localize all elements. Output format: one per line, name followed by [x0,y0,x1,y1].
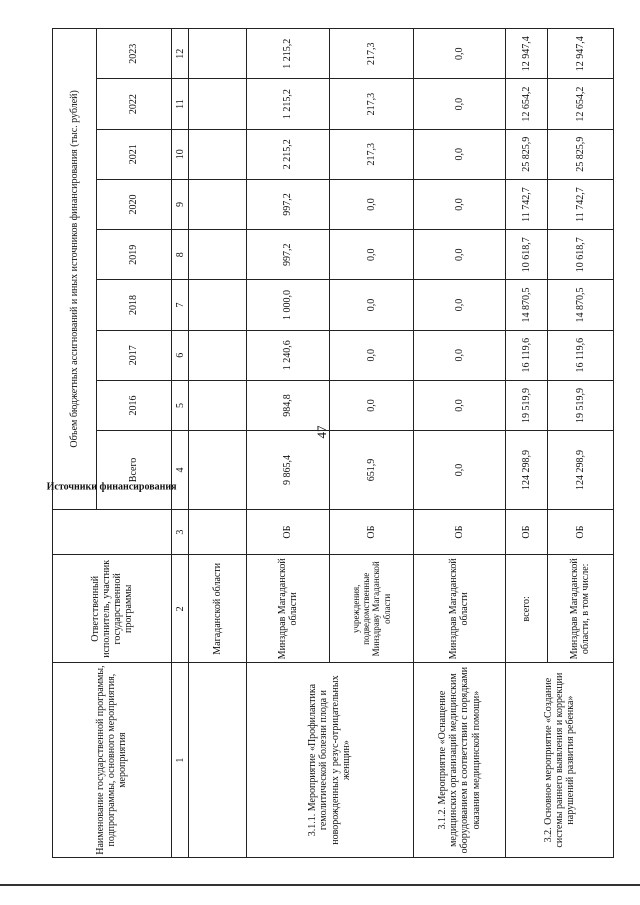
row-value: 0,0 [413,280,505,330]
column-number: 4 [171,431,189,510]
row-name: 3.1.2. Мероприятие «Оснащение медицинских организаций медицинским оборудованием в соответствии с порядками оказания медицинской помощи» [413,663,505,858]
row-value: 217,3 [330,79,414,129]
column-number: 8 [171,230,189,280]
row-value: 10 618,7 [506,230,548,280]
row-executor: Минздрав Магаданской области [413,555,505,663]
row-value: 0,0 [413,380,505,430]
header-source: Источники финансирования [53,509,172,555]
row-value: 11 742,7 [547,179,613,229]
row-total: 124 298,9 [506,431,548,510]
row-value: 10 618,7 [547,230,613,280]
row-source: ОБ [413,509,505,555]
row-value: 1 215,2 [246,29,330,79]
row-name: 3.1.1. Мероприятие «Профилактика гемолитической болезни плода и новорожденных у резус-отрицательных женщин» [246,663,413,858]
row-value: 12 947,4 [506,29,548,79]
column-number-row [171,29,189,858]
table-container [46,28,614,858]
row-total: 0,0 [413,431,505,510]
row-value: 0,0 [330,380,414,430]
header-funding-group: Объем бюджетных ассигнований и иных источников финансирования (тыс. рублей) [53,29,97,510]
table-row [506,29,548,858]
table-row [189,29,246,858]
row-value: 0,0 [413,230,505,280]
row-value: 0,0 [413,330,505,380]
header-year: 2021 [97,129,172,179]
header-name: Наименование государственной программы, подпрограммы, основного мероприятия, мероприятия [53,663,172,858]
header-year: 2022 [97,79,172,129]
row-value: 0,0 [330,330,414,380]
row-total: 651,9 [330,431,414,510]
row-value: 217,3 [330,29,414,79]
row-source [189,509,246,555]
row-value: 12 654,2 [506,79,548,129]
row-total: 9 865,4 [246,431,330,510]
row-executor: Магаданской области [189,555,246,663]
row-value: 997,2 [246,179,330,229]
row-value: 0,0 [413,29,505,79]
row-value: 1 240,6 [246,330,330,380]
page-number: 47 [314,425,329,439]
bottom-rule [0,884,640,886]
column-number: 1 [171,663,189,858]
header-year: 2016 [97,380,172,430]
table-row [413,29,505,858]
row-value [189,330,246,380]
row-value: 19 519,9 [547,380,613,430]
funding-table [46,28,614,858]
row-name: 3.2. Основное мероприятие «Создание системы раннего выявления и коррекции нарушений развития ребенка» [506,663,614,858]
row-value [189,179,246,229]
row-executor: Минздрав Магаданской области, в том числе: [547,555,613,663]
row-source: ОБ [246,509,330,555]
row-value: 16 119,6 [547,330,613,380]
row-value: 25 825,9 [547,129,613,179]
row-value: 0,0 [330,179,414,229]
row-value [189,129,246,179]
row-executor: учреждения, подведомственные Минздраву Магаданской области [330,555,414,663]
column-number: 5 [171,380,189,430]
row-value: 25 825,9 [506,129,548,179]
row-value [189,79,246,129]
row-source: ОБ [506,509,548,555]
column-number: 6 [171,330,189,380]
header-year: 2017 [97,330,172,380]
row-value: 12 947,4 [547,29,613,79]
row-value: 1 000,0 [246,280,330,330]
row-value [189,230,246,280]
header-total: Всего [97,431,172,510]
column-number: 12 [171,29,189,79]
header-year: 2023 [97,29,172,79]
row-value: 997,2 [246,230,330,280]
column-number: 3 [171,509,189,555]
row-value: 0,0 [413,129,505,179]
row-value: 984,8 [246,380,330,430]
row-value: 0,0 [413,79,505,129]
column-number: 11 [171,79,189,129]
row-value: 11 742,7 [506,179,548,229]
row-total: 124 298,9 [547,431,613,510]
header-executor: Ответственный исполнитель, участник государственной программы [53,555,172,663]
row-value: 1 215,2 [246,79,330,129]
row-value: 16 119,6 [506,330,548,380]
row-name [189,663,246,858]
row-source: ОБ [547,509,613,555]
row-value: 12 654,2 [547,79,613,129]
row-value: 14 870,5 [506,280,548,330]
header-year: 2019 [97,230,172,280]
column-number: 10 [171,129,189,179]
column-number: 9 [171,179,189,229]
row-value [189,280,246,330]
column-number: 7 [171,280,189,330]
row-value: 14 870,5 [547,280,613,330]
table-row [246,29,330,858]
row-executor: всего: [506,555,548,663]
row-value [189,380,246,430]
row-value: 0,0 [330,230,414,280]
row-value: 0,0 [330,280,414,330]
header-year: 2020 [97,179,172,229]
row-value: 19 519,9 [506,380,548,430]
row-value: 217,3 [330,129,414,179]
row-executor: Минздрав Магаданской области [246,555,330,663]
row-source: ОБ [330,509,414,555]
header-year: 2018 [97,280,172,330]
row-value: 2 215,2 [246,129,330,179]
row-value [189,29,246,79]
row-value: 0,0 [413,179,505,229]
column-number: 2 [171,555,189,663]
row-total [189,431,246,510]
